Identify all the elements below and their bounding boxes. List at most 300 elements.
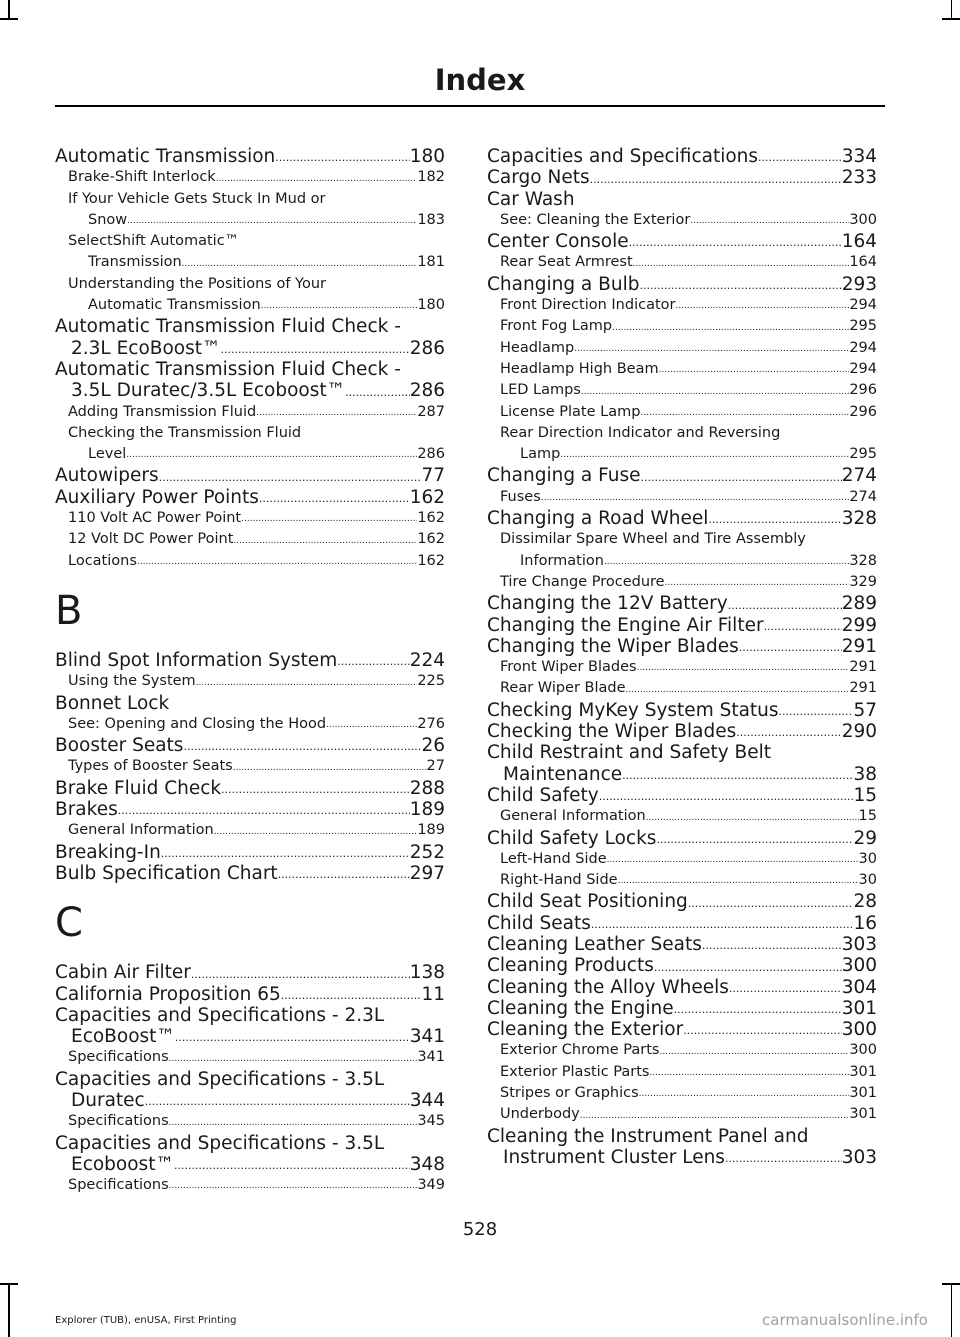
crop-mark bbox=[951, 0, 953, 18]
dot-leader bbox=[275, 151, 409, 167]
page-ref: 30 bbox=[858, 872, 877, 889]
dot-leader bbox=[690, 216, 849, 231]
page-ref: 180 bbox=[417, 297, 445, 314]
dot-leader bbox=[541, 493, 850, 508]
page-ref: 162 bbox=[417, 552, 445, 569]
page-ref: 164 bbox=[841, 231, 877, 253]
page-ref: 341 bbox=[417, 1049, 445, 1066]
index-entry bbox=[55, 799, 445, 820]
dot-leader bbox=[345, 386, 410, 402]
entry-label: Tire Change Procedure bbox=[500, 573, 665, 590]
entry-label: California Proposition 65 bbox=[55, 983, 281, 1005]
section-letter: B bbox=[55, 587, 83, 634]
index-entry bbox=[487, 998, 877, 1019]
index-entry bbox=[487, 721, 877, 742]
page-number: 528 bbox=[462, 1219, 498, 1240]
entry-label: Bulb Specification Chart bbox=[55, 862, 278, 884]
entry-label: LED Lamps bbox=[500, 382, 581, 399]
dot-leader bbox=[174, 1159, 410, 1175]
entry-label: Specifications bbox=[68, 1113, 169, 1130]
section-letter: C bbox=[55, 900, 83, 947]
index-entry bbox=[487, 295, 877, 316]
entry-label: Specifications bbox=[68, 1177, 169, 1194]
page-ref: 301 bbox=[849, 1063, 877, 1080]
entry-label: Ecoboost™ bbox=[71, 1153, 174, 1175]
entry-label: EcoBoost™ bbox=[71, 1026, 175, 1048]
dot-leader bbox=[633, 259, 850, 274]
index-entry bbox=[487, 402, 877, 423]
entry-label: Child Safety Locks bbox=[487, 827, 657, 849]
index-entry bbox=[487, 551, 877, 572]
index-entry bbox=[55, 210, 445, 231]
page-ref: 274 bbox=[841, 465, 877, 487]
index-entry-first-line: Capacities and Specifications - 2.3L bbox=[55, 1004, 385, 1026]
index-entry bbox=[487, 806, 877, 827]
page-ref: 296 bbox=[849, 403, 877, 420]
entry-label: Rear Seat Armrest bbox=[500, 254, 633, 271]
entry-label: Blind Spot Information System bbox=[55, 649, 338, 671]
page-ref: 288 bbox=[409, 777, 445, 799]
entry-label: Checking MyKey System Status bbox=[487, 699, 779, 721]
index-entry bbox=[55, 778, 445, 799]
page-ref: 295 bbox=[849, 446, 877, 463]
page-ref: 293 bbox=[841, 273, 877, 295]
index-entry bbox=[55, 820, 445, 841]
page-ref: 300 bbox=[841, 955, 877, 977]
entry-label: Child Seat Positioning bbox=[487, 891, 688, 913]
entry-label: Transmission bbox=[88, 254, 182, 271]
page-ref: 300 bbox=[849, 211, 877, 228]
header-rule bbox=[55, 105, 885, 107]
page-ref: 341 bbox=[409, 1026, 445, 1048]
page-ref: 252 bbox=[409, 841, 445, 863]
page-ref: 301 bbox=[849, 1106, 877, 1123]
index-entry bbox=[487, 891, 877, 912]
entry-label: Exterior Plastic Parts bbox=[500, 1063, 650, 1080]
dot-leader bbox=[591, 918, 854, 934]
entry-label: Right-Hand Side bbox=[500, 872, 618, 889]
page-ref: 30 bbox=[858, 850, 877, 867]
index-entry bbox=[487, 849, 877, 870]
page-ref: 180 bbox=[409, 146, 445, 167]
dot-leader bbox=[196, 678, 418, 693]
index-entry bbox=[487, 700, 877, 721]
index-entry bbox=[55, 1175, 445, 1196]
entry-label: Front Wiper Blades bbox=[500, 659, 637, 676]
entry-label: Autowipers bbox=[55, 465, 159, 487]
entry-label: Auxiliary Power Points bbox=[55, 486, 259, 508]
index-heading: Bonnet Lock bbox=[55, 692, 170, 714]
entry-label: Automatic Transmission bbox=[88, 297, 261, 314]
index-entry bbox=[55, 650, 445, 671]
page-ref: 15 bbox=[858, 808, 877, 825]
page-ref: 224 bbox=[409, 649, 445, 671]
page-ref: 300 bbox=[849, 1042, 877, 1059]
dot-leader bbox=[169, 1054, 418, 1069]
entry-label: Locations bbox=[68, 552, 137, 569]
index-entry bbox=[55, 842, 445, 863]
entry-label: Maintenance bbox=[503, 763, 623, 785]
index-entry-first-line: Child Restraint and Safety Belt bbox=[487, 742, 771, 764]
page-ref: 189 bbox=[417, 822, 445, 839]
index-entry bbox=[487, 487, 877, 508]
dot-leader bbox=[659, 1047, 849, 1062]
dot-leader bbox=[607, 855, 859, 870]
entry-label: Capacities and Specifications bbox=[487, 146, 759, 167]
dot-leader bbox=[259, 492, 410, 508]
dot-leader bbox=[764, 620, 842, 636]
index-entry bbox=[487, 508, 877, 529]
page-ref: 11 bbox=[421, 983, 445, 1005]
index-entry bbox=[487, 252, 877, 273]
index-entry bbox=[55, 1047, 445, 1068]
dot-leader bbox=[580, 1111, 850, 1126]
dot-leader bbox=[688, 897, 854, 913]
entry-label: Specifications bbox=[68, 1049, 169, 1066]
entry-label: Cargo Nets bbox=[487, 167, 590, 189]
page-ref: 303 bbox=[841, 933, 877, 955]
entry-label: Information bbox=[520, 552, 604, 569]
index-entry bbox=[55, 1090, 445, 1111]
entry-label: Brake Fluid Check bbox=[55, 777, 222, 799]
index-entry-first-line: Checking the Transmission Fluid bbox=[68, 424, 302, 441]
page-ref: 294 bbox=[849, 339, 877, 356]
page-ref: 299 bbox=[841, 614, 877, 636]
page-ref: 276 bbox=[417, 715, 445, 732]
page-ref: 29 bbox=[853, 827, 877, 849]
index-entry-first-line: Automatic Transmission Fluid Check - bbox=[55, 358, 401, 380]
dot-leader bbox=[739, 641, 842, 657]
dot-leader bbox=[216, 174, 418, 189]
index-entry-first-line: SelectShift Automatic™ bbox=[68, 233, 240, 250]
page-ref: 16 bbox=[853, 912, 877, 934]
dot-leader bbox=[169, 1118, 418, 1133]
entry-label: Changing the Engine Air Filter bbox=[487, 614, 764, 636]
dot-leader bbox=[649, 1068, 849, 1083]
entry-label: Snow bbox=[88, 211, 128, 228]
dot-leader bbox=[604, 557, 849, 572]
dot-leader bbox=[675, 301, 849, 316]
dot-leader bbox=[618, 876, 859, 891]
entry-label: Brakes bbox=[55, 799, 118, 821]
page-ref: 297 bbox=[409, 862, 445, 884]
dot-leader bbox=[278, 868, 410, 884]
entry-label: Using the System bbox=[68, 673, 196, 690]
index-entry bbox=[487, 828, 877, 849]
index-entry bbox=[55, 1111, 445, 1132]
index-entry bbox=[487, 1083, 877, 1104]
dot-leader bbox=[281, 989, 422, 1005]
entry-label: 110 Volt AC Power Point bbox=[68, 510, 242, 527]
index-entry bbox=[487, 572, 877, 593]
entry-label: Cleaning Leather Seats bbox=[487, 933, 702, 955]
edition-footer: Explorer (TUB), enUSA, First Printing bbox=[55, 1315, 237, 1326]
dot-leader bbox=[641, 471, 842, 487]
entry-label: Child Seats bbox=[487, 912, 591, 934]
entry-label: Brake-Shift Interlock bbox=[68, 169, 216, 186]
index-entry bbox=[487, 1104, 877, 1125]
entry-label: See: Cleaning the Exterior bbox=[500, 211, 691, 228]
entry-label: Rear Wiper Blade bbox=[500, 680, 626, 697]
page-ref: 162 bbox=[409, 486, 445, 508]
index-entry bbox=[55, 671, 445, 692]
dot-leader bbox=[626, 685, 850, 700]
page-ref: 28 bbox=[853, 891, 877, 913]
page-ref: 291 bbox=[849, 659, 877, 676]
index-entry bbox=[55, 252, 445, 273]
index-entry bbox=[487, 657, 877, 678]
entry-label: Duratec bbox=[71, 1089, 145, 1111]
index-entry-first-line: Dissimilar Spare Wheel and Tire Assembly bbox=[500, 531, 806, 548]
crop-mark bbox=[0, 18, 18, 20]
page-ref: 286 bbox=[417, 446, 445, 463]
index-entry bbox=[487, 785, 877, 806]
dot-leader bbox=[758, 151, 842, 167]
dot-leader bbox=[725, 1152, 842, 1168]
page-ref: 328 bbox=[841, 508, 877, 530]
entry-label: Booster Seats bbox=[55, 735, 184, 757]
page-ref: 289 bbox=[841, 593, 877, 615]
index-entry bbox=[487, 359, 877, 380]
page-ref: 138 bbox=[409, 962, 445, 984]
index-entry bbox=[487, 678, 877, 699]
dot-leader bbox=[736, 726, 841, 742]
page-ref: 291 bbox=[849, 680, 877, 697]
page-ref: 164 bbox=[849, 254, 877, 271]
dot-leader bbox=[639, 279, 841, 295]
dot-leader bbox=[683, 1024, 842, 1040]
entry-label: Changing the Wiper Blades bbox=[487, 635, 739, 657]
dot-leader bbox=[214, 827, 418, 842]
page-ref: 328 bbox=[849, 552, 877, 569]
index-entry-first-line: Cleaning the Instrument Panel and bbox=[487, 1125, 809, 1147]
dot-leader bbox=[702, 939, 842, 955]
page-ref: 290 bbox=[841, 721, 877, 743]
index-entry bbox=[55, 402, 445, 423]
page-ref: 233 bbox=[841, 167, 877, 189]
page-ref: 296 bbox=[849, 382, 877, 399]
index-entry bbox=[487, 1040, 877, 1061]
page-ref: 38 bbox=[853, 763, 877, 785]
entry-label: Exterior Chrome Parts bbox=[500, 1042, 660, 1059]
dot-leader bbox=[159, 471, 422, 487]
entry-label: Instrument Cluster Lens bbox=[503, 1146, 725, 1168]
dot-leader bbox=[233, 763, 427, 778]
dot-leader bbox=[654, 961, 842, 977]
entry-label: Level bbox=[88, 446, 127, 463]
page-ref: 301 bbox=[849, 1085, 877, 1102]
page-ref: 301 bbox=[841, 997, 877, 1019]
dot-leader bbox=[118, 804, 410, 820]
page-ref: 162 bbox=[417, 531, 445, 548]
index-entry bbox=[55, 714, 445, 735]
entry-label: License Plate Lamp bbox=[500, 403, 641, 420]
dot-leader bbox=[191, 968, 410, 984]
crop-mark bbox=[8, 1283, 10, 1337]
page-ref: 57 bbox=[853, 699, 877, 721]
index-entry bbox=[55, 465, 445, 486]
page-ref: 300 bbox=[841, 1019, 877, 1041]
page-ref: 225 bbox=[417, 673, 445, 690]
dot-leader bbox=[728, 599, 842, 615]
entry-label: See: Opening and Closing the Hood bbox=[68, 715, 327, 732]
page-ref: 344 bbox=[409, 1089, 445, 1111]
page-ref: 348 bbox=[409, 1153, 445, 1175]
page-ref: 286 bbox=[409, 380, 445, 402]
crop-mark bbox=[0, 1283, 18, 1285]
entry-label: Automatic Transmission bbox=[55, 146, 276, 167]
entry-label: General Information bbox=[500, 808, 646, 825]
index-entry bbox=[55, 1154, 445, 1175]
dot-leader bbox=[779, 705, 854, 721]
crop-mark bbox=[8, 0, 10, 18]
entry-label: Child Safety bbox=[487, 784, 599, 806]
index-entry bbox=[487, 274, 877, 295]
dot-leader bbox=[590, 173, 842, 189]
index-entry bbox=[487, 764, 877, 785]
page-ref: 303 bbox=[841, 1146, 877, 1168]
entry-label: Cleaning the Engine bbox=[487, 997, 674, 1019]
page-ref: 189 bbox=[409, 799, 445, 821]
page-ref: 77 bbox=[421, 465, 445, 487]
entry-label: Headlamp High Beam bbox=[500, 360, 659, 377]
entry-label: Cleaning Products bbox=[487, 955, 654, 977]
index-entry bbox=[55, 380, 445, 401]
entry-label: Front Fog Lamp bbox=[500, 318, 613, 335]
dot-leader bbox=[656, 833, 853, 849]
dot-leader bbox=[161, 847, 410, 863]
index-entry bbox=[55, 338, 445, 359]
entry-label: Headlamp bbox=[500, 339, 575, 356]
entry-label: Cleaning the Alloy Wheels bbox=[487, 976, 729, 998]
dot-leader bbox=[182, 259, 418, 274]
index-entry bbox=[487, 380, 877, 401]
dot-leader bbox=[612, 323, 849, 338]
watermark: carmanualsonline.info bbox=[762, 1311, 928, 1329]
dot-leader bbox=[708, 513, 841, 529]
index-entry bbox=[55, 508, 445, 529]
index-entry bbox=[55, 444, 445, 465]
dot-leader bbox=[622, 769, 853, 785]
dot-leader bbox=[241, 514, 417, 529]
index-entry bbox=[55, 984, 445, 1005]
index-entry bbox=[55, 756, 445, 777]
page-ref: 181 bbox=[417, 254, 445, 271]
index-entry-first-line: Automatic Transmission Fluid Check - bbox=[55, 316, 401, 338]
index-entry bbox=[55, 735, 445, 756]
entry-label: Center Console bbox=[487, 231, 629, 253]
index-entry bbox=[487, 934, 877, 955]
index-entry bbox=[487, 338, 877, 359]
index-entry bbox=[487, 465, 877, 486]
index-entry bbox=[487, 615, 877, 636]
dot-leader bbox=[261, 301, 418, 316]
page-ref: 294 bbox=[849, 297, 877, 314]
dot-leader bbox=[659, 365, 850, 380]
entry-label: Fuses bbox=[500, 488, 541, 505]
page-ref: 291 bbox=[841, 635, 877, 657]
index-entry bbox=[487, 316, 877, 337]
dot-leader bbox=[729, 982, 842, 998]
dot-leader bbox=[599, 790, 854, 806]
dot-leader bbox=[127, 216, 417, 231]
index-entry bbox=[55, 863, 445, 884]
dot-leader bbox=[169, 1181, 418, 1196]
dot-leader bbox=[326, 720, 417, 735]
page-ref: 349 bbox=[417, 1177, 445, 1194]
index-entry bbox=[487, 977, 877, 998]
page-ref: 304 bbox=[841, 976, 877, 998]
index-entry-first-line: Capacities and Specifications - 3.5L bbox=[55, 1068, 385, 1090]
index-column-left bbox=[55, 146, 445, 1196]
index-entry bbox=[55, 551, 445, 572]
index-entry bbox=[487, 146, 877, 167]
index-entry bbox=[487, 1019, 877, 1040]
page-ref: 274 bbox=[849, 488, 877, 505]
index-entry bbox=[487, 955, 877, 976]
page-ref: 182 bbox=[417, 169, 445, 186]
index-entry bbox=[487, 1147, 877, 1168]
dot-leader bbox=[646, 813, 859, 828]
dot-leader bbox=[560, 450, 849, 465]
entry-label: Front Direction Indicator bbox=[500, 297, 676, 314]
page-ref: 345 bbox=[417, 1113, 445, 1130]
page-ref: 294 bbox=[849, 360, 877, 377]
index-entry bbox=[487, 167, 877, 188]
index-entry bbox=[55, 962, 445, 983]
index-entry bbox=[487, 231, 877, 252]
dot-leader bbox=[640, 408, 849, 423]
dot-leader bbox=[574, 344, 849, 359]
entry-label: Stripes or Graphics bbox=[500, 1085, 639, 1102]
page-ref: 183 bbox=[417, 211, 445, 228]
index-entry bbox=[487, 1062, 877, 1083]
page-ref: 334 bbox=[841, 146, 877, 167]
entry-label: Checking the Wiper Blades bbox=[487, 721, 737, 743]
page-ref: 27 bbox=[426, 758, 445, 775]
dot-leader bbox=[233, 536, 417, 551]
page-ref: 15 bbox=[853, 784, 877, 806]
dot-leader bbox=[183, 740, 421, 756]
entry-label: Changing the 12V Battery bbox=[487, 593, 728, 615]
index-entry-first-line: Capacities and Specifications - 3.5L bbox=[55, 1132, 385, 1154]
dot-leader bbox=[637, 663, 850, 678]
index-entry bbox=[487, 870, 877, 891]
index-entry bbox=[487, 913, 877, 934]
crop-mark bbox=[942, 18, 960, 20]
dot-leader bbox=[665, 578, 850, 593]
dot-leader bbox=[337, 655, 409, 671]
dot-leader bbox=[126, 450, 417, 465]
page-ref: 286 bbox=[409, 337, 445, 359]
page-ref: 26 bbox=[421, 735, 445, 757]
index-entry bbox=[55, 487, 445, 508]
page-ref: 329 bbox=[849, 573, 877, 590]
index-entry bbox=[487, 593, 877, 614]
page-ref: 287 bbox=[417, 403, 445, 420]
dot-leader bbox=[175, 1031, 410, 1047]
index-entry bbox=[55, 167, 445, 188]
entry-label: 3.5L Duratec/3.5L Ecoboost™ bbox=[71, 380, 346, 402]
index-entry-first-line: Understanding the Positions of Your bbox=[68, 275, 327, 292]
index-entry bbox=[487, 444, 877, 465]
dot-leader bbox=[256, 408, 417, 423]
dot-leader bbox=[639, 1089, 850, 1104]
entry-label: Breaking-In bbox=[55, 841, 161, 863]
crop-mark bbox=[951, 1283, 953, 1337]
dot-leader bbox=[221, 343, 410, 359]
index-entry bbox=[55, 146, 445, 167]
